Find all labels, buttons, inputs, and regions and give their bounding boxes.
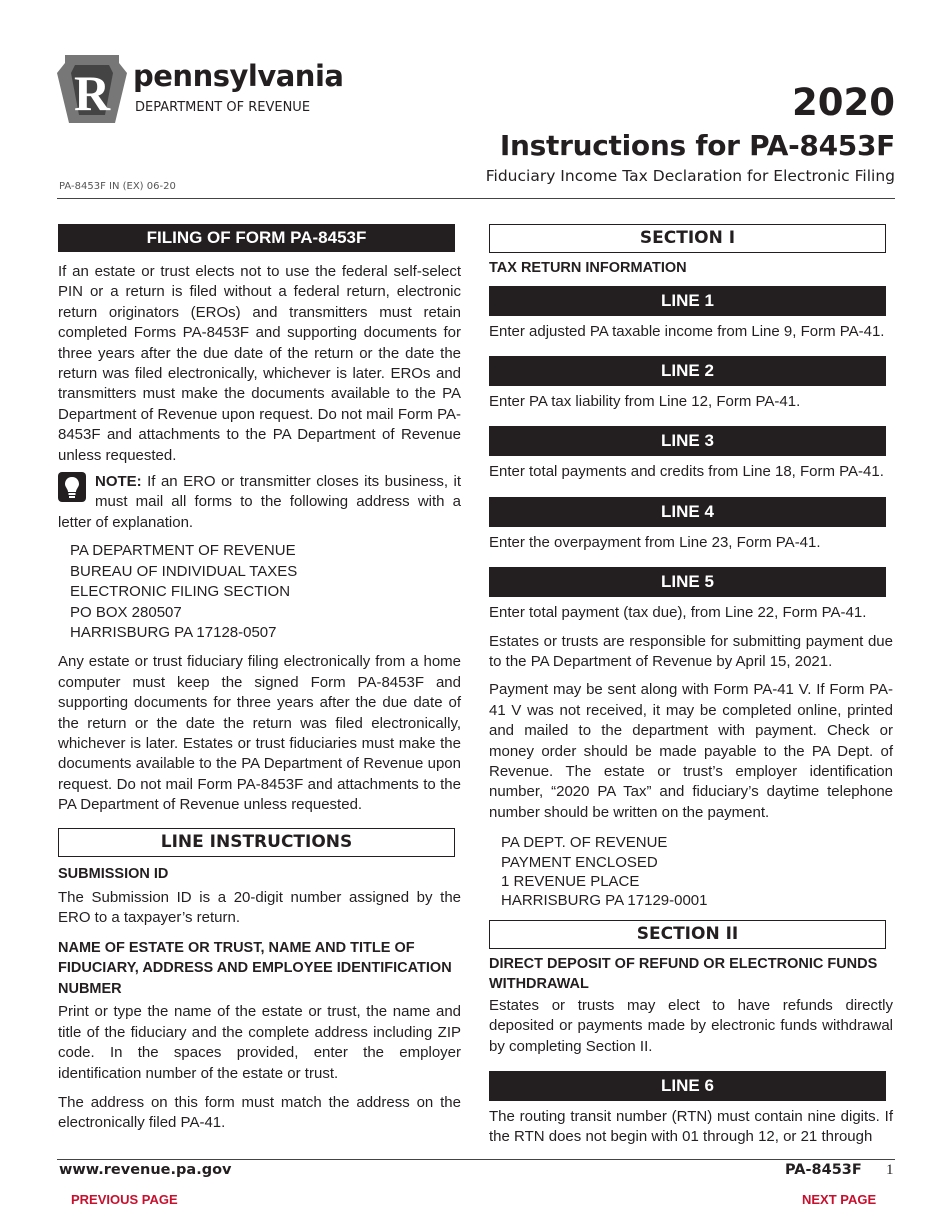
next-page-link[interactable]: NEXT PAGE [802,1192,877,1207]
line-6-text: The routing transit number (RTN) must contain nine digits. If the RTN does not begin with 01 through 12, or 21 through [489,1108,893,1146]
footer-form-name: PA-8453F [785,1162,862,1178]
filing-paragraph-2: Any estate or trust fiduciary filing electronically from a home computer must keep the signed Form PA-8453F and supporting documents for three years after the due date of the return or the date the return was filed electronically, whichever is later. Estates or trust fiduciaries must make the documents available to the PA Department of Revenue upon request. Do not mail Form PA-8453F and attachments to the PA Department of Revenue unless requested. [58,653,461,814]
address-match-text: The address on this form must match the address on the electronically filed PA-41. [58,1094,461,1132]
page-subtitle: Fiduciary Income Tax Declaration for Electronic Filing [485,167,895,185]
direct-deposit-heading: DIRECT DEPOSIT OF REFUND OR ELECTRONIC FUNDS WITHDRAWAL [489,955,878,993]
submission-id-text: The Submission ID is a 20-digit number assigned by the ERO to a taxpayer’s return. [58,889,461,927]
submission-id-heading: SUBMISSION ID [58,865,169,882]
address-line: PA DEPARTMENT OF REVENUE [70,542,296,560]
section-1-heading: SECTION I [489,224,886,253]
tax-return-heading: TAX RETURN INFORMATION [489,260,687,276]
filing-heading: FILING OF FORM PA-8453F [58,224,455,252]
line-2-heading: LINE 2 [489,356,886,386]
note-block [58,472,461,533]
address-line: PA DEPT. OF REVENUE [501,834,668,852]
line-5-heading: LINE 5 [489,567,886,597]
line-5-payment-text: Payment may be sent along with Form PA-41 V. If Form PA-41 V was not received, it may be completed online, printed and mailed to the department with payment. Check or money order should be made payable to the PA Dept. of Revenue. The estate or trust’s employer identification number, “2020 PA Tax” and fiduciary’s daytime telephone number should be written on the payment. [489,681,893,821]
left-column [58,224,461,1134]
address-line: PO BOX 280507 [70,603,182,621]
logo-letter: R [73,65,111,121]
form-code: PA-8453F IN (EX) 06-20 [59,181,176,192]
footer-website: www.revenue.pa.gov [59,1162,232,1178]
address-line: ELECTRONIC FILING SECTION [70,583,291,601]
line-5-text: Enter total payment (tax due), from Line 22, Form PA-41. [489,604,867,622]
lightbulb-icon [58,472,86,502]
page-title: Instructions for PA-8453F [499,129,895,162]
page-number: 1 [886,1162,894,1178]
address-line: HARRISBURG PA 17129-0001 [501,892,708,910]
footer-divider [57,1159,895,1160]
header-divider [57,198,895,199]
payment-mailing-address [489,833,893,912]
ero-mailing-address [58,541,461,643]
line-instructions-heading: LINE INSTRUCTIONS [58,828,455,857]
section-2-heading: SECTION II [489,920,886,949]
note-text: If an ERO or transmitter closes its business, it must mail all forms to the following address with a letter of explanation. [58,473,461,531]
address-line: 1 REVENUE PLACE [501,873,640,890]
keystone-logo [57,55,127,123]
tax-year: 2020 [792,81,895,124]
address-line: BUREAU OF INDIVIDUAL TAXES [70,562,298,580]
note-label: NOTE: [95,473,142,491]
logo-wordmark: pennsylvania [133,59,344,93]
line-4-heading: LINE 4 [489,497,886,527]
address-line: PAYMENT ENCLOSED [501,853,658,871]
logo-department: DEPARTMENT OF REVENUE [135,100,311,115]
address-line: HARRISBURG PA 17128-0507 [70,623,277,641]
direct-deposit-text: Estates or trusts may elect to have refunds directly deposited or payments made by electronic funds withdrawal by completing Section II. [489,996,893,1055]
line-3-heading: LINE 3 [489,426,886,456]
line-5-due-date-text: Estates or trusts are responsible for submitting payment due to the PA Department of Revenue by April 15, 2021. [489,632,893,670]
line-4-text: Enter the overpayment from Line 23, Form PA-41. [489,533,821,551]
right-column [489,224,893,1148]
name-address-text: Print or type the name of the estate or trust, the name and title of the fiduciary and the complete address including ZIP code. In the spaces provided, enter the employer identification number of the estate or trust. [58,1003,461,1082]
filing-paragraph-1: If an estate or trust elects not to use the federal self-select PIN or a return is filed without a federal return, electronic return originators (EROs) and transmitters must retain completed Forms PA-8453F and supporting documents for three years after the due date of the return or the date the return was filed electronically, whichever is later. EROs and transmitters must make the documents available to the PA Department of Revenue upon request. Do not mail Form PA-8453F and attachments to the PA Department of Revenue unless requested. [58,263,461,464]
line-2-text: Enter PA tax liability from Line 12, Form PA-41. [489,392,801,410]
line-6-heading: LINE 6 [489,1071,886,1101]
line-3-text: Enter total payments and credits from Line 18, Form PA-41. [489,463,884,481]
line-1-heading: LINE 1 [489,286,886,316]
line-1-text: Enter adjusted PA taxable income from Line 9, Form PA-41. [489,322,885,340]
name-address-heading: NAME OF ESTATE OR TRUST, NAME AND TITLE OF FIDUCIARY, ADDRESS AND EMPLOYEE IDENTIFICATION NUBMER [58,939,452,997]
previous-page-link[interactable]: PREVIOUS PAGE [71,1192,178,1207]
